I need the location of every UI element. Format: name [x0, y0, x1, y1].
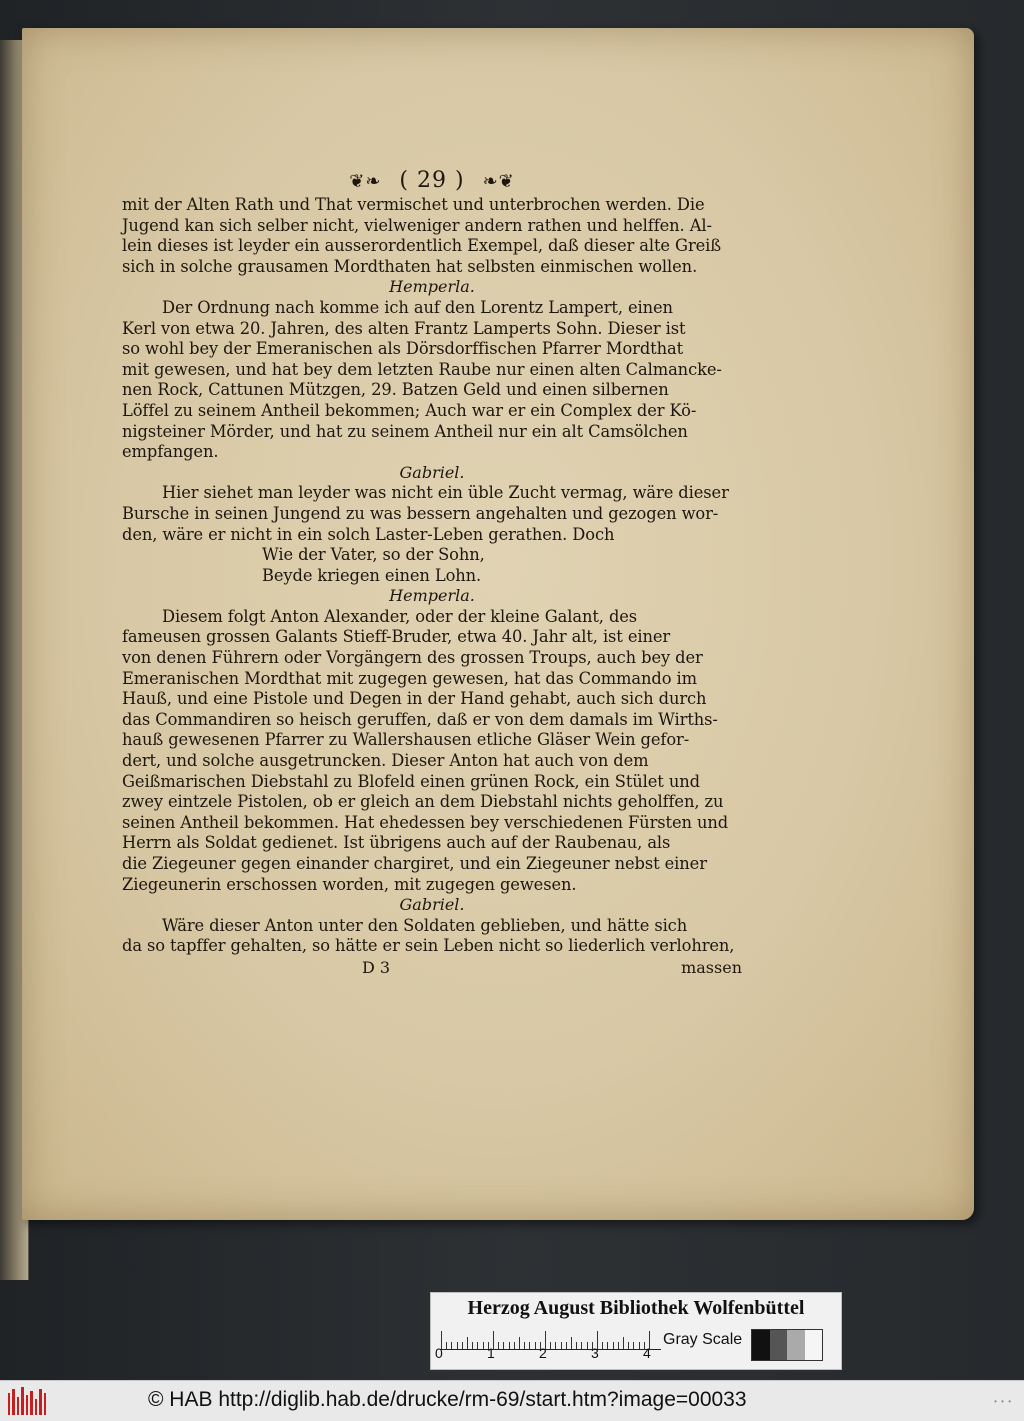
- ruler-tick: [618, 1342, 619, 1349]
- text-line: Jugend kan sich selber nicht, vielweniger andern rathen und helffen. Al-: [122, 215, 712, 235]
- text-line: Der Ordnung nach komme ich auf den Lorentz Lampert, einen: [162, 297, 673, 317]
- ruler-tick: [587, 1342, 588, 1349]
- text-line: Geißmarischen Diebstahl zu Blofeld einen grünen Rock, ein Stület und: [122, 771, 700, 791]
- signature-mark: D 3: [362, 957, 391, 977]
- logo-bar: [8, 1393, 10, 1415]
- ruler-tick: [607, 1342, 608, 1349]
- gray-swatch: [805, 1330, 823, 1360]
- text-line: Wie der Vater, so der Sohn,: [262, 545, 485, 565]
- hab-logo-icon: [8, 1387, 46, 1415]
- paragraph-closing: [122, 916, 742, 957]
- text-line: Löffel zu seinem Antheil bekommen; Auch war er ein Complex der Kö-: [122, 400, 697, 420]
- footer-dots-icon: • • •: [994, 1397, 1012, 1406]
- ruler-tick: [561, 1342, 562, 1349]
- ruler-tick: [524, 1342, 525, 1349]
- text-line: Ziegeunerin erschossen worden, mit zugegen gewesen.: [122, 874, 577, 894]
- text-line: Beyde kriegen einen Lohn.: [262, 565, 482, 585]
- ruler-tick: [576, 1342, 577, 1349]
- ruler-tick: [503, 1342, 504, 1349]
- ruler-number: 4: [643, 1345, 651, 1361]
- text-line: so wohl bey der Emeranischen als Dörsdorffischen Pfarrer Mordthat: [122, 339, 684, 359]
- text-line: dert, und solche ausgetruncken. Dieser Anton hat auch von dem: [122, 751, 649, 771]
- gray-swatch: [770, 1330, 788, 1360]
- gray-scale-label: Gray Scale: [663, 1331, 743, 1348]
- ruler-tick: [451, 1342, 452, 1349]
- ruler-tick: [555, 1342, 556, 1349]
- footer-url[interactable]: © HAB http://diglib.hab.de/drucke/rm-69/start.htm?image=00033: [148, 1388, 747, 1411]
- paragraph-anton: [122, 607, 742, 895]
- ruler-tick: [514, 1342, 515, 1349]
- text-line: Herrn als Soldat gedienet. Ist übrigens auch auf der Raubenau, als: [122, 833, 671, 853]
- ruler-tick: [550, 1342, 551, 1349]
- page-text-block: [122, 168, 742, 979]
- speaker-hemperla-2: Hemperla.: [389, 586, 475, 606]
- ruler-tick: [519, 1337, 520, 1349]
- text-line: Bursche in seinen Jungend zu was bessern angehalten und gezogen wor-: [122, 503, 719, 523]
- logo-bar: [17, 1397, 19, 1415]
- verse: [122, 545, 742, 586]
- page-footer-row: [122, 957, 742, 979]
- text-line: fameusen grossen Galants Stieff-Bruder, etwa 40. Jahr alt, ist einer: [122, 627, 671, 647]
- text-line: Wäre dieser Anton unter den Soldaten geblieben, und hätte sich: [162, 915, 688, 935]
- ruler-tick: [639, 1342, 640, 1349]
- ruler-number: 1: [487, 1345, 495, 1361]
- gray-swatch: [752, 1330, 770, 1360]
- text-line: sich in solche grausamen Mordthaten hat selbsten einmischen wollen.: [122, 256, 698, 276]
- text-line: nen Rock, Cattunen Mützgen, 29. Batzen Geld und einen silbernen: [122, 380, 669, 400]
- ruler-title: Herzog August Bibliothek Wolfenbüttel: [467, 1297, 805, 1319]
- text-line: Kerl von etwa 20. Jahren, des alten Frantz Lamperts Sohn. Dieser ist: [122, 318, 686, 338]
- text-line: das Commandiren so heisch geruffen, daß er von dem damals im Wirths-: [122, 709, 718, 729]
- ruler-number: 2: [539, 1345, 547, 1361]
- text-line: nigsteiner Mörder, und hat zu seinem Antheil nur ein alt Camsölchen: [122, 421, 688, 441]
- ruler-tick: [477, 1342, 478, 1349]
- page-number: ( 29 ): [399, 168, 465, 193]
- text-line: lein dieses ist leyder ein ausserordentlich Exempel, daß dieser alte Greiß: [122, 236, 722, 256]
- logo-bar: [12, 1389, 14, 1415]
- paragraph-gabriel-reply: [122, 483, 742, 545]
- text-line: den, wäre er nicht in ein solch Laster-Leben gerathen. Doch: [122, 524, 615, 544]
- text-line: da so tapffer gehalten, so hätte er sein Leben nicht so liederlich verlohren,: [122, 936, 735, 956]
- ruler-tick: [566, 1342, 567, 1349]
- text-line: Emeranischen Mordthat mit zugegen gewesen, hat das Commando im: [122, 668, 697, 688]
- ruler-tick: [446, 1342, 447, 1349]
- book-page: [22, 28, 974, 1220]
- logo-bar: [30, 1391, 32, 1415]
- ruler-tick: [467, 1337, 468, 1349]
- text-line: empfangen.: [122, 442, 219, 462]
- gray-scale-swatches: [751, 1329, 823, 1361]
- ruler-tick: [483, 1342, 484, 1349]
- ruler-tick: [498, 1342, 499, 1349]
- ruler-tick: [472, 1342, 473, 1349]
- ornament-right-icon: ❧❦: [482, 171, 515, 192]
- ruler-tick: [457, 1342, 458, 1349]
- text-line: mit der Alten Rath und That vermischet und unterbrochen werden. Die: [122, 195, 705, 214]
- logo-bar: [39, 1389, 41, 1415]
- text-line: die Ziegeuner gegen einander chargiret, und ein Ziegeuner nebst einer: [122, 854, 707, 873]
- logo-bar: [44, 1393, 46, 1415]
- gray-swatch: [787, 1330, 805, 1360]
- running-head: [122, 168, 742, 193]
- color-ruler-card: [430, 1292, 842, 1370]
- text-line: Hauß, und eine Pistole und Degen in der Hand gehabt, auch sich durch: [122, 689, 707, 709]
- ruler-tick: [529, 1342, 530, 1349]
- text-line: Hier siehet man leyder was nicht ein üble Zucht vermag, wäre dieser: [162, 483, 729, 503]
- ruler-number: 0: [435, 1345, 443, 1361]
- footer-bar: [0, 1380, 1024, 1421]
- logo-bar: [21, 1387, 23, 1415]
- text-line: zwey eintzele Pistolen, ob er gleich an dem Diebstahl nichts geholffen, zu: [122, 792, 724, 812]
- speaker-hemperla-1: Hemperla.: [389, 277, 475, 297]
- ruler-tick: [613, 1342, 614, 1349]
- text-line: von denen Führern oder Vorgängern des grossen Troups, auch bey der: [122, 648, 703, 668]
- text-line: Diesem folgt Anton Alexander, oder der kleine Galant, des: [162, 606, 638, 626]
- text-line: hauß gewesenen Pfarrer zu Wallershausen etliche Gläser Wein gefor-: [122, 730, 690, 750]
- ruler-tick: [602, 1342, 603, 1349]
- ruler-tick: [628, 1342, 629, 1349]
- ruler-tick: [509, 1342, 510, 1349]
- ruler-tick: [535, 1342, 536, 1349]
- ruler-tick: [571, 1337, 572, 1349]
- ruler-tick: [581, 1342, 582, 1349]
- catchword: massen: [681, 957, 742, 977]
- ruler-tick: [633, 1342, 634, 1349]
- ruler-scale: [441, 1329, 661, 1350]
- speaker-gabriel-1: Gabriel.: [399, 462, 465, 482]
- text-line: seinen Antheil bekommen. Hat ehedessen bey verschiedenen Fürsten und: [122, 812, 729, 832]
- text-line: mit gewesen, und hat bey dem letzten Raube nur einen alten Calmancke-: [122, 359, 722, 379]
- ornament-left-icon: ❦❧: [349, 171, 382, 192]
- paragraph-intro: [122, 195, 742, 277]
- speaker-gabriel-2: Gabriel.: [399, 895, 465, 915]
- ruler-tick: [623, 1337, 624, 1349]
- paragraph-lorentz: [122, 298, 742, 463]
- ruler-number: 3: [591, 1345, 599, 1361]
- ruler-tick: [462, 1342, 463, 1349]
- logo-bar: [26, 1395, 28, 1415]
- logo-bar: [35, 1399, 37, 1415]
